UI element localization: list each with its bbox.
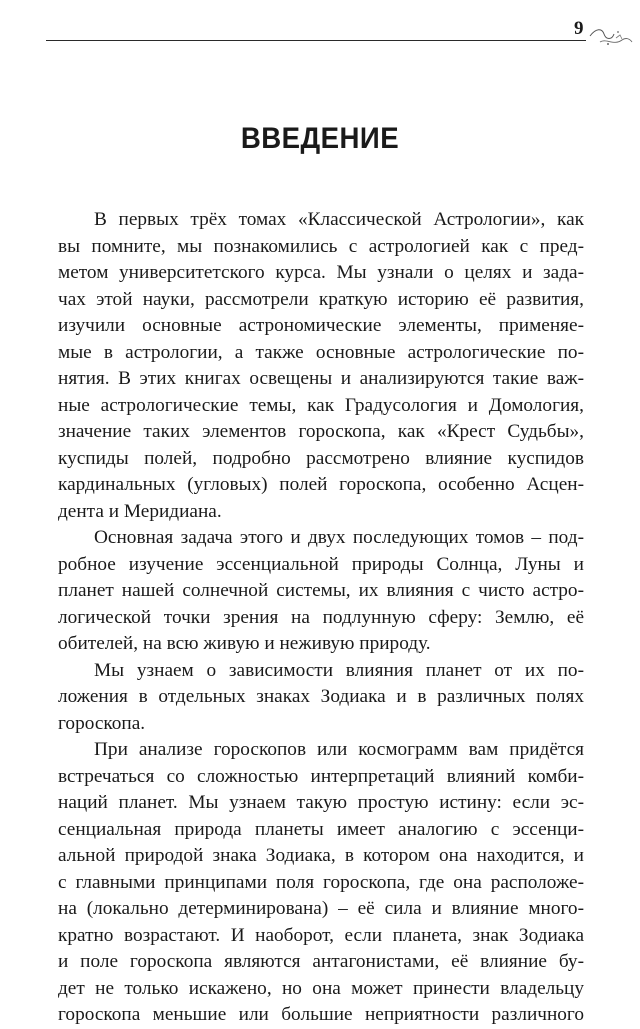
text-line: ложения в отдельных знаках Зодиака и в различных полях bbox=[58, 686, 584, 707]
text-line: нятия. В этих книгах освещены и анализируются такие важ- bbox=[58, 368, 584, 389]
text-line: Основная задача этого и двух последующих томов – под- bbox=[94, 527, 584, 548]
text-line: ные астрологические темы, как Градусология и Домология, bbox=[58, 394, 584, 416]
text-line: кардинальных (угловых) полей гороскопа, особенно Асцен- bbox=[58, 474, 584, 495]
text-line: дента и Меридиана. bbox=[58, 500, 222, 522]
text-line: гороскопа. bbox=[58, 712, 146, 734]
text-line: с главными принципами поля гороскопа, где она расположе- bbox=[58, 871, 584, 893]
body-text bbox=[58, 207, 584, 1029]
text-line: кратно возрастают. И наоборот, если планета, знак Зодиака bbox=[58, 924, 584, 946]
text-line: робное изучение эссенциальной природы Солнца, Луны и bbox=[58, 553, 584, 575]
text-line: логической точки зрения на подлунную сферу: Землю, её bbox=[58, 606, 584, 628]
text-line: сенциальная природа планеты имеет аналогию с эссенци- bbox=[58, 818, 584, 840]
text-line: значение таких элементов гороскопа, как «Крест Судьбы», bbox=[58, 421, 584, 442]
text-line: встречаться со сложностью интерпретаций влияний комби- bbox=[58, 765, 584, 787]
text-line: и поле гороскопа являются антагонистами, её влияние бу- bbox=[58, 951, 584, 972]
text-line: гороскопа меньшие или большие неприятности различного bbox=[58, 1004, 584, 1025]
flourish-icon bbox=[586, 26, 634, 48]
text-line: планет нашей солнечной системы, их влияния с чисто астро- bbox=[58, 580, 584, 601]
text-line: наций планет. Мы узнаем такую простую истину: если эс- bbox=[58, 792, 584, 813]
header-rule bbox=[46, 40, 586, 41]
text-line: альной природой знака Зодиака, в котором она находится, и bbox=[58, 845, 584, 866]
text-line: вы помните, мы познакомились с астрологией как с пред- bbox=[58, 235, 584, 257]
text-line: При анализе гороскопов или космограмм вам придётся bbox=[94, 739, 584, 760]
page-number: 9 bbox=[574, 18, 584, 39]
text-line: В первых трёх томах «Классической Астрологии», как bbox=[94, 209, 584, 230]
chapter-title: ВВЕДЕНИЕ bbox=[240, 122, 400, 155]
text-line: изучили основные астрономические элементы, применяе- bbox=[58, 315, 584, 336]
text-line: обителей, на всю живую и неживую природу. bbox=[58, 633, 431, 654]
text-line: метом университетского курса. Мы узнали о целях и зада- bbox=[58, 262, 584, 283]
text-line: мые в астрологии, а также основные астрологические по- bbox=[58, 341, 584, 363]
running-header bbox=[46, 18, 606, 48]
text-line: дет не только искажено, но она может принести владельцу bbox=[58, 977, 584, 999]
text-line: Мы узнаем о зависимости влияния планет от их по- bbox=[94, 659, 584, 681]
text-line: куспиды полей, подробно рассмотрено влияние куспидов bbox=[58, 447, 584, 469]
text-line: на (локально детерминирована) – её сила и влияние много- bbox=[58, 898, 584, 919]
text-line: чах этой науки, рассмотрели краткую историю её развития, bbox=[58, 288, 584, 310]
